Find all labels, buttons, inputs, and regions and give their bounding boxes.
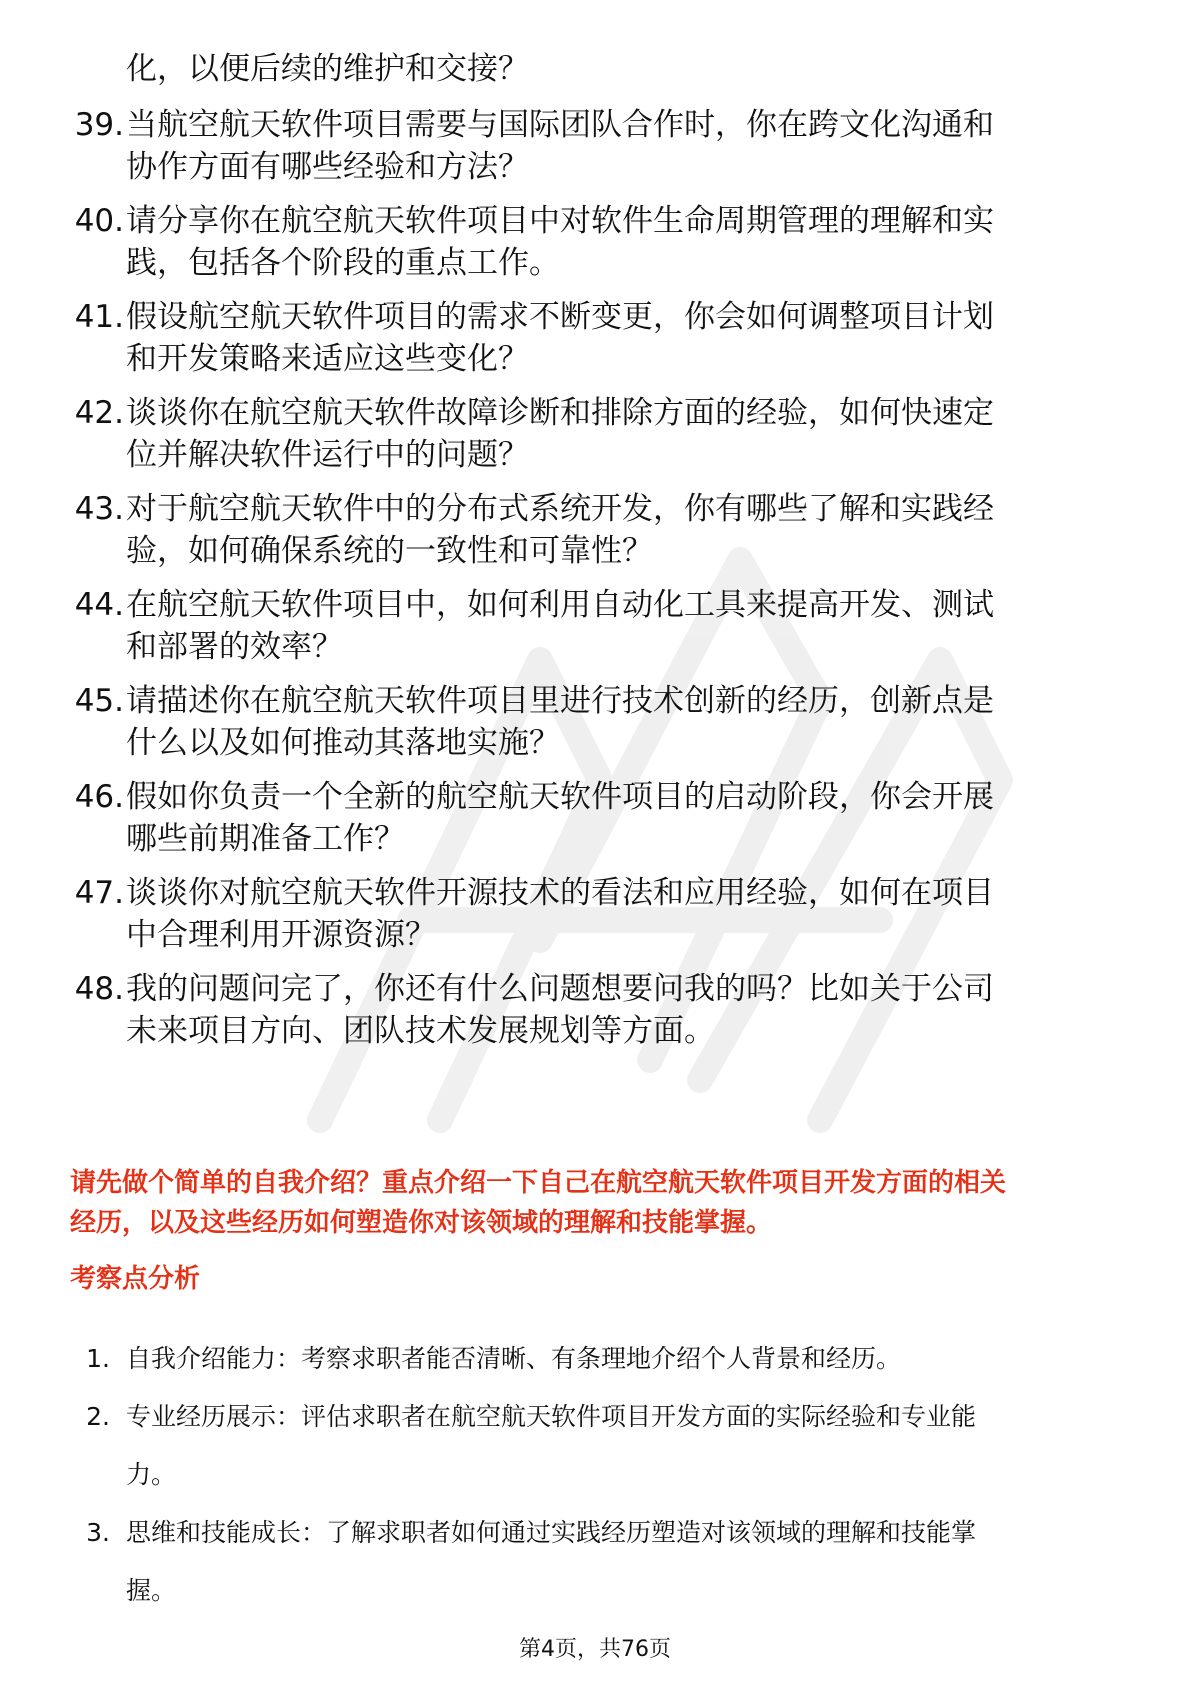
item-text: 假如你负责一个全新的航空航天软件项目的启动阶段，你会开展 哪些前期准备工作？	[126, 779, 994, 857]
item-number: 41.	[74, 299, 124, 335]
item-number: 46.	[74, 779, 124, 815]
question-continuation: 化，以便后续的维护和交接？	[126, 51, 529, 87]
item-number: 39.	[74, 107, 124, 143]
item-text: 当航空航天软件项目需要与国际团队合作时，你在跨文化沟通和 协作方面有哪些经验和方法？	[126, 107, 994, 185]
item-text: 专业经历展示：评估求职者在航空航天软件项目开发方面的实际经验和专业能 力。	[126, 1402, 977, 1489]
item-number: 47.	[74, 875, 124, 911]
item-text: 谈谈你在航空航天软件故障诊断和排除方面的经验，如何快速定 位并解决软件运行中的问题？	[126, 395, 994, 473]
item-text: 在航空航天软件项目中，如何利用自动化工具来提高开发、测试 和部署的效率？	[126, 587, 994, 665]
item-text: 请分享你在航空航天软件项目中对软件生命周期管理的理解和实 践，包括各个阶段的重点工作。	[126, 203, 994, 281]
item-text: 假设航空航天软件项目的需求不断变更，你会如何调整项目计划 和开发策略来适应这些变化？	[126, 299, 994, 377]
item-text: 请描述你在航空航天软件项目里进行技术创新的经历，创新点是 什么以及如何推动其落地实施？	[126, 683, 994, 761]
item-number: 42.	[74, 395, 124, 431]
item-number: 2.	[86, 1402, 110, 1431]
item-number: 40.	[74, 203, 124, 239]
item-number: 1.	[86, 1344, 110, 1373]
item-text: 对于航空航天软件中的分布式系统开发，你有哪些了解和实践经 验，如何确保系统的一致性和可靠性？	[126, 491, 994, 569]
item-text: 思维和技能成长：了解求职者如何通过实践经历塑造对该领域的理解和技能掌 握。	[126, 1518, 977, 1605]
item-text: 自我介绍能力：考察求职者能否清晰、有条理地介绍个人背景和经历。	[126, 1344, 902, 1373]
analysis-heading: 考察点分析	[70, 1264, 201, 1294]
item-number: 45.	[74, 683, 124, 719]
item-number: 48.	[74, 971, 124, 1007]
item-number: 3.	[86, 1518, 110, 1547]
page-footer: 第4页，共76页	[519, 1637, 671, 1662]
item-number: 43.	[74, 491, 124, 527]
item-number: 44.	[74, 587, 124, 623]
item-text: 谈谈你对航空航天软件开源技术的看法和应用经验，如何在项目 中合理利用开源资源？	[126, 875, 994, 953]
item-text: 我的问题问完了，你还有什么问题想要问我的吗？比如关于公司 未来项目方向、团队技术发展规划等方面。	[126, 971, 994, 1049]
highlight-question: 请先做个简单的自我介绍？重点介绍一下自己在航空航天软件项目开发方面的相关 经历，以及这些经历如何塑造你对该领域的理解和技能掌握。	[70, 1168, 1007, 1238]
